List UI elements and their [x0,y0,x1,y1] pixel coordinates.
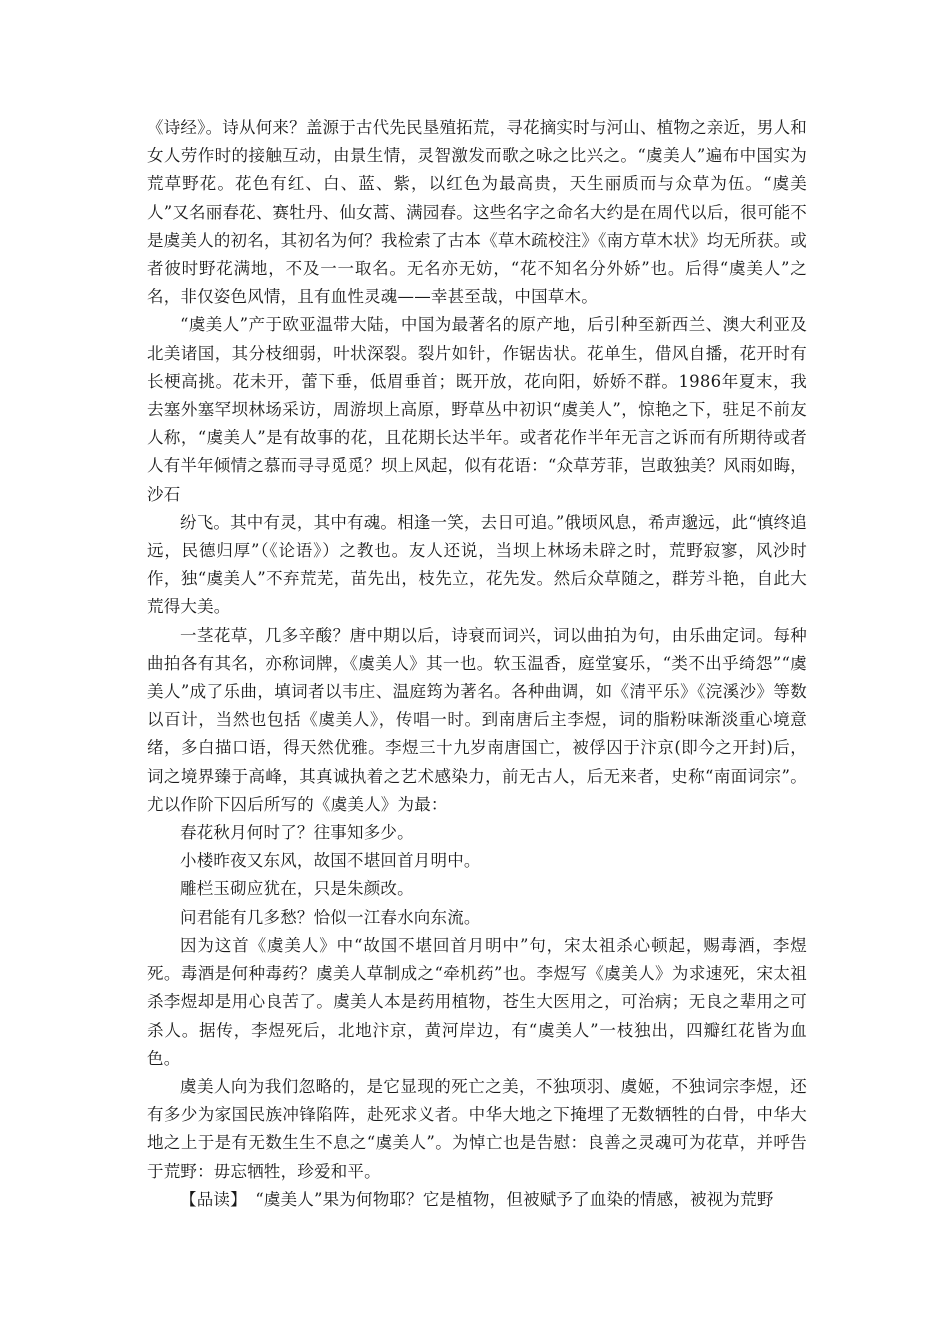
paragraph-ci-history: 一茎花草，几多辛酸？唐中期以后，诗衰而词兴，词以曲拍为句，由乐曲定词。每种曲拍各有其名，亦称词牌，《虞美人》其一也。软玉温香，庭堂宴乐，“类不出乎绮怨”“虞美人”成了乐曲，填词者以韦庄、温庭筠为著名。各种曲调，如《清平乐》《浣溪沙》等数以百计，当然也包括《虞美人》，传唱一时。到南唐后主李煜，词的脂粉味渐淡重心境意绪，多白描口语，得天然优雅。李煜三十九岁南唐国亡，被俘囚于汴京(即今之开封)后，词之境界臻于高峰，其真诚执着之艺术感染力，前无古人，后无来者，史称“南面词宗”。尤以作阶下囚后所写的《虞美人》为最： [147,625,807,814]
document-body [147,114,807,1214]
commentary-text: “虞美人”果为何物耶？它是植物，但被赋予了血染的情感，被视为荒野 [255,1189,774,1209]
poem-line-3: 雕栏玉砌应犹在，只是朱颜改。 [180,879,414,899]
poem-line-2: 小楼昨夜又东风，故国不堪回首月明中。 [180,851,481,871]
poem-line-4: 问君能有几多愁？恰似一江春水向东流。 [180,907,481,927]
poem-line-1: 春花秋月何时了？往事知多少。 [180,823,414,843]
paragraph-li-yu-death: 因为这首《虞美人》中“故国不堪回首月明中”句，宋太祖杀心顿起，赐毒酒，李煜死。毒酒是何种毒药？虞美人草制成之“牵机药”也。李煜写《虞美人》为求速死，宋太祖杀李煜却是用心良苦了。虞美人本是药用植物，苍生大医用之，可治病；无良之辈用之可杀人。据传，李煜死后，北地汴京，黄河岸边，有“虞美人”一枝独出，四瓣红花皆为血色。 [147,935,807,1068]
paragraph-legend: 纷飞。其中有灵，其中有魂。相逢一笑，去日可追。”俄顷风息，希声邈远，此“慎终追远，民德归厚”（《论语》）之教也。友人还说，当坝上林场未辟之时，荒野寂寥，风沙时作，独“虞美人”不弃荒芜，苗先出，枝先立，花先发。然后众草随之，群芳斗艳，自此大荒得大美。 [147,512,807,617]
paragraph-intro: 《诗经》。诗从何来？盖源于古代先民垦殖拓荒，寻花摘实时与河山、植物之亲近，男人和女人劳作时的接触互动，由景生情，灵智激发而歌之咏之比兴之。“虞美人”遍布中国实为荒草野花。花色有红、白、蓝、紫，以红色为最高贵，天生丽质而与众草为伍。“虞美人”又名丽春花、赛牡丹、仙女蒿、满园春。这些名字之命名大约是在周代以后，很可能不是虞美人的初名，其初名为何？我检索了古本《草木疏校注》《南方草木状》均无所获。或者彼时野花满地，不及一一取名。无名亦无妨，“花不知名分外娇”也。后得“虞美人”之名，非仅姿色风情，且有血性灵魂——幸甚至哉，中国草木。 [147,118,807,307]
paragraph-beauty-of-death: 虞美人向为我们忽略的，是它显现的死亡之美，不独项羽、虞姬，不独词宗李煜，还有多少为家国民族冲锋陷阵，赴死求义者。中华大地之下掩埋了无数牺牲的白骨，中华大地之上于是有无数生生不息之“虞美人”。为悼亡也是告慰：良善之灵魂可为花草，并呼告于荒野：毋忘牺牲，珍爱和平。 [147,1076,807,1181]
paragraph-origin: “虞美人”产于欧亚温带大陆，中国为最著名的原产地，后引种至新西兰、澳大利亚及北美诸国，其分枝细弱，叶状深裂。裂片如针，作锯齿状。花单生，借风自播，花开时有长梗高挑。花未开，蕾下垂，低眉垂首；既开放，花向阳，娇娇不群。1986年夏末，我去塞外塞罕坝林场采访，周游坝上高原，野草丛中初识“虞美人”，惊艳之下，驻足不前友人称，“虞美人”是有故事的花，且花期长达半年。或者花作半年无言之诉而有所期待或者人有半年倾情之慕而寻寻觅觅？坝上风起，似有花语：“众草芳菲，岂敢独美？风雨如晦，沙石 [147,315,807,504]
commentary-label: 【品读】 [180,1189,239,1209]
commentary-paragraph [147,1186,807,1214]
